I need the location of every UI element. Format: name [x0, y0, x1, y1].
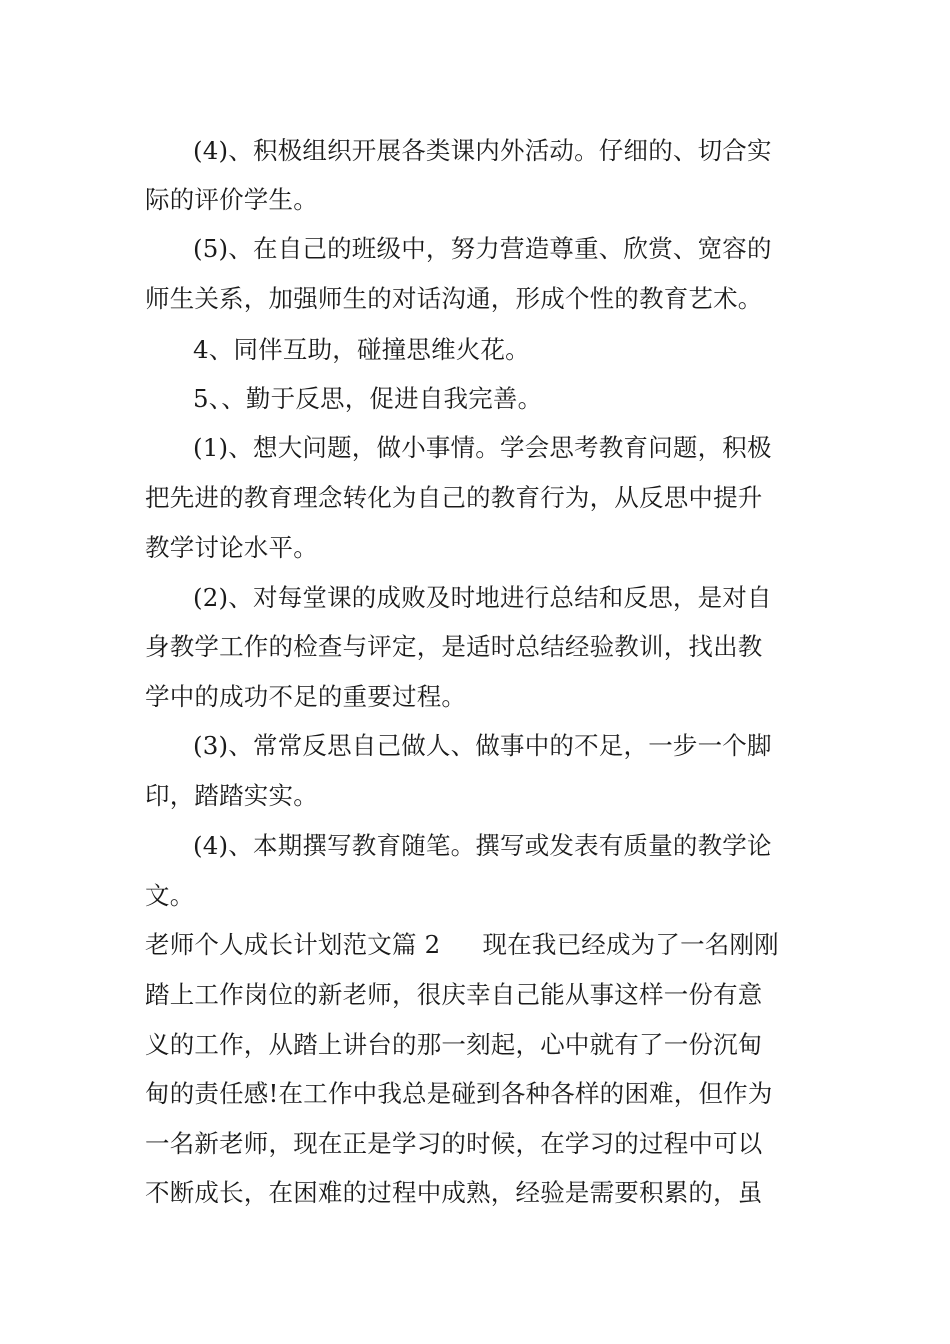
paragraph-line: 学中的成功不足的重要过程。 [145, 682, 467, 711]
paragraph-line: 现在我已经成为了一名刚刚 [482, 930, 779, 959]
paragraph-line: (2)、对每堂课的成败及时地进行总结和反思，是对自 [193, 583, 772, 612]
paragraph-line: 一名新老师，现在正是学习的时候，在学习的过程中可以 [145, 1129, 763, 1158]
paragraph-line: (4)、本期撰写教育随笔。撰写或发表有质量的教学论 [193, 831, 772, 860]
paragraph-line: 印，踏踏实实。 [145, 781, 318, 810]
paragraph-line: 5、、勤于反思，促进自我完善。 [193, 384, 543, 413]
paragraph-line: 文。 [145, 881, 195, 910]
paragraph-line: 义的工作，从踏上讲台的那一刻起，心中就有了一份沉甸 [145, 1030, 763, 1059]
section-title: 老师个人成长计划范文篇 2 [145, 930, 441, 959]
paragraph-line: (3)、常常反思自己做人、做事中的不足，一步一个脚 [193, 731, 772, 760]
paragraph-line: 甸的责任感!在工作中我总是碰到各种各样的困难，但作为 [145, 1079, 773, 1108]
paragraph-line: (5)、在自己的班级中，努力营造尊重、欣赏、宽容的 [193, 234, 772, 263]
paragraph-line: 4、同伴互助，碰撞思维火花。 [193, 335, 530, 364]
section-first-line [145, 925, 810, 965]
paragraph-line: 踏上工作岗位的新老师，很庆幸自己能从事这样一份有意 [145, 980, 763, 1009]
paragraph-line: (1)、想大问题，做小事情。学会思考教育问题，积极 [193, 433, 772, 462]
paragraph-line: 身教学工作的检查与评定，是适时总结经验教训，找出教 [145, 632, 763, 661]
paragraph-line: 把先进的教育理念转化为自己的教育行为，从反思中提升 [145, 483, 763, 512]
paragraph-line: 不断成长，在困难的过程中成熟，经验是需要积累的，虽 [145, 1178, 763, 1207]
paragraph-line: (4)、积极组织开展各类课内外活动。仔细的、切合实 [193, 136, 772, 165]
paragraph-line: 师生关系，加强师生的对话沟通，形成个性的教育艺术。 [145, 284, 763, 313]
paragraph-line: 教学讨论水平。 [145, 533, 318, 562]
paragraph-line: 际的评价学生。 [145, 185, 318, 214]
